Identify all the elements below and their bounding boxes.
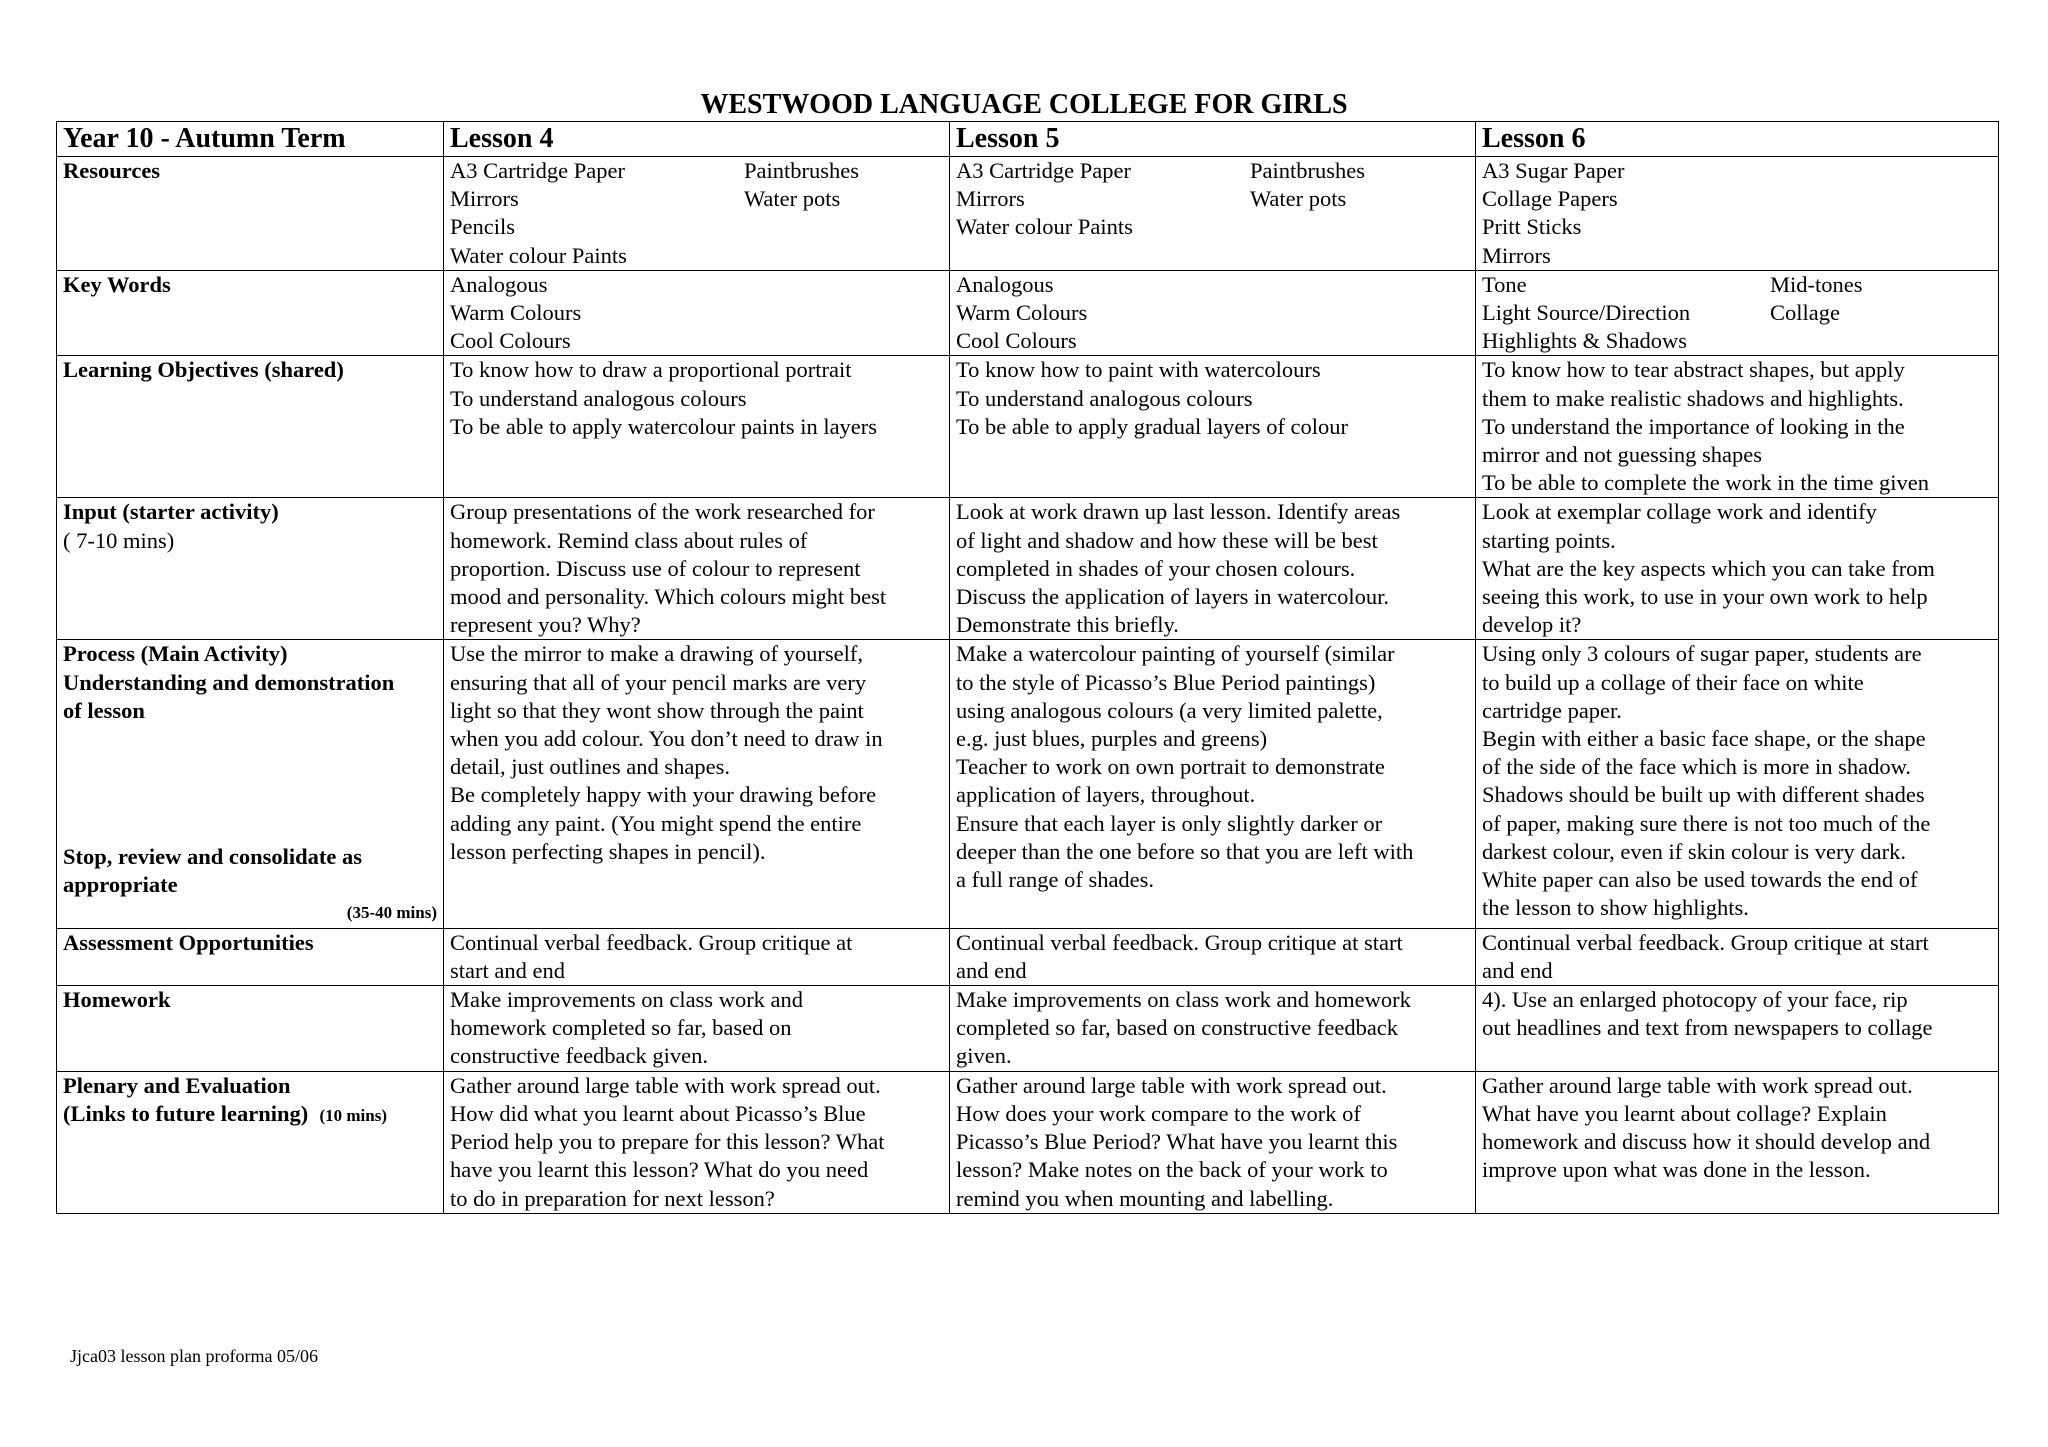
assessment-lesson-5: Continual verbal feedback. Group critique at start and end — [950, 928, 1476, 985]
homework-label: Homework — [57, 986, 444, 1072]
assessment-label: Assessment Opportunities — [57, 928, 444, 985]
plenary-time: (10 mins) — [319, 1105, 388, 1125]
process-lesson-5: Make a watercolour painting of yourself (similar to the style of Picasso’s Blue Period paintings) using analogous colours (a very limited palette, e.g. just blues, purples and greens) Teacher to work on own portrait to demonstrate application of layers, throughout. Ensure that each layer is only slightly darker or deeper than the one before so that you are left with a full range of shades. — [950, 640, 1476, 928]
homework-lesson-4: Make improvements on class work and homework completed so far, based on constructive feedback given. — [444, 986, 950, 1072]
homework-row — [57, 986, 1999, 1072]
homework-lesson-6: 4). Use an enlarged photocopy of your face, rip out headlines and text from newspapers to collage — [1476, 986, 1999, 1072]
keywords-lesson-4: Analogous Warm Colours Cool Colours — [444, 270, 950, 356]
keywords-label: Key Words — [57, 270, 444, 356]
resources-row — [57, 157, 1999, 271]
plenary-lesson-4: Gather around large table with work spread out. How did what you learnt about Picasso’s Blue Period help you to prepare for this lesson? What have you learnt this lesson? What do you need to do in preparation for next lesson? — [444, 1071, 950, 1213]
objectives-lesson-5: To know how to paint with watercolours To understand analogous colours To be able to apply gradual layers of colour — [950, 356, 1476, 498]
input-lesson-6: Look at exemplar collage work and identify starting points. What are the key aspects which you can take from seeing this work, to use in your own work to help develop it? — [1476, 498, 1999, 640]
assessment-row — [57, 928, 1999, 985]
resources-label: Resources — [57, 157, 444, 271]
plenary-lesson-6: Gather around large table with work spread out. What have you learnt about collage? Explain homework and discuss how it should develop and improve upon what was done in the lesson. — [1476, 1071, 1999, 1213]
lesson-5-heading: Lesson 5 — [950, 122, 1476, 157]
input-label: Input (starter activity) ( 7-10 mins) — [57, 498, 444, 640]
objectives-row — [57, 356, 1999, 498]
lesson-4-heading: Lesson 4 — [444, 122, 950, 157]
homework-lesson-5: Make improvements on class work and homework completed so far, based on constructive feedback given. — [950, 986, 1476, 1072]
process-label: Process (Main Activity) Understanding and demonstration of lesson Stop, review and consolidate as appropriate (35-40 mins) — [57, 640, 444, 928]
keywords-row — [57, 270, 1999, 356]
resources-lesson-6: A3 Sugar Paper Collage Papers Pritt Sticks Mirrors — [1476, 157, 1999, 271]
plenary-label: Plenary and Evaluation (Links to future learning) (10 mins) — [57, 1071, 444, 1213]
input-lesson-5: Look at work drawn up last lesson. Identify areas of light and shadow and how these will be best completed in shades of your chosen colours. Discuss the application of layers in watercolour. Demonstrate this briefly. — [950, 498, 1476, 640]
lesson-6-heading: Lesson 6 — [1476, 122, 1999, 157]
process-row — [57, 640, 1999, 928]
keywords-lesson-5: Analogous Warm Colours Cool Colours — [950, 270, 1476, 356]
page-title: WESTWOOD LANGUAGE COLLEGE FOR GIRLS — [700, 89, 1348, 120]
process-time: (35-40 mins) — [346, 903, 437, 923]
lesson-plan-table — [56, 121, 1999, 1214]
process-lesson-6: Using only 3 colours of sugar paper, students are to build up a collage of their face on white cartridge paper. Begin with either a basic face shape, or the shape of the side of the face which is more in shadow. Shadows should be built up with different shades of paper, making sure there is not too much of the darkest colour, even if skin colour is very dark. White paper can also be used towards the end of the lesson to show highlights. — [1476, 640, 1999, 928]
plenary-lesson-5: Gather around large table with work spread out. How does your work compare to the work of Picasso’s Blue Period? What have you learnt this lesson? Make notes on the back of your work to remind you when mounting and labelling. — [950, 1071, 1476, 1213]
resources-lesson-4: A3 Cartridge Paper Paintbrushes Mirrors Water pots Pencils Water colour Paints — [444, 157, 950, 271]
process-lesson-4: Use the mirror to make a drawing of yourself, ensuring that all of your pencil marks are very light so that they wont show through the paint when you add colour. You don’t need to draw in detail, just outlines and shapes. Be completely happy with your drawing before adding any paint. (You might spend the entire lesson perfecting shapes in pencil). — [444, 640, 950, 928]
footer-note: Jjca03 lesson plan proforma 05/06 — [70, 1346, 318, 1366]
input-row — [57, 498, 1999, 640]
assessment-lesson-4: Continual verbal feedback. Group critique at start and end — [444, 928, 950, 985]
header-row — [57, 122, 1999, 157]
keywords-lesson-6: Tone Mid-tones Light Source/Direction Collage Highlights & Shadows — [1476, 270, 1999, 356]
objectives-lesson-4: To know how to draw a proportional portrait To understand analogous colours To be able to apply watercolour paints in layers — [444, 356, 950, 498]
plenary-row — [57, 1071, 1999, 1213]
resources-lesson-5: A3 Cartridge Paper Paintbrushes Mirrors Water pots Water colour Paints — [950, 157, 1476, 271]
objectives-label: Learning Objectives (shared) — [57, 356, 444, 498]
objectives-lesson-6: To know how to tear abstract shapes, but apply them to make realistic shadows and highlights. To understand the importance of looking in the mirror and not guessing shapes To be able to complete the work in the time given — [1476, 356, 1999, 498]
term-heading: Year 10 - Autumn Term — [57, 122, 444, 157]
assessment-lesson-6: Continual verbal feedback. Group critique at start and end — [1476, 928, 1999, 985]
input-lesson-4: Group presentations of the work researched for homework. Remind class about rules of proportion. Discuss use of colour to represent mood and personality. Which colours might best represent you? Why? — [444, 498, 950, 640]
